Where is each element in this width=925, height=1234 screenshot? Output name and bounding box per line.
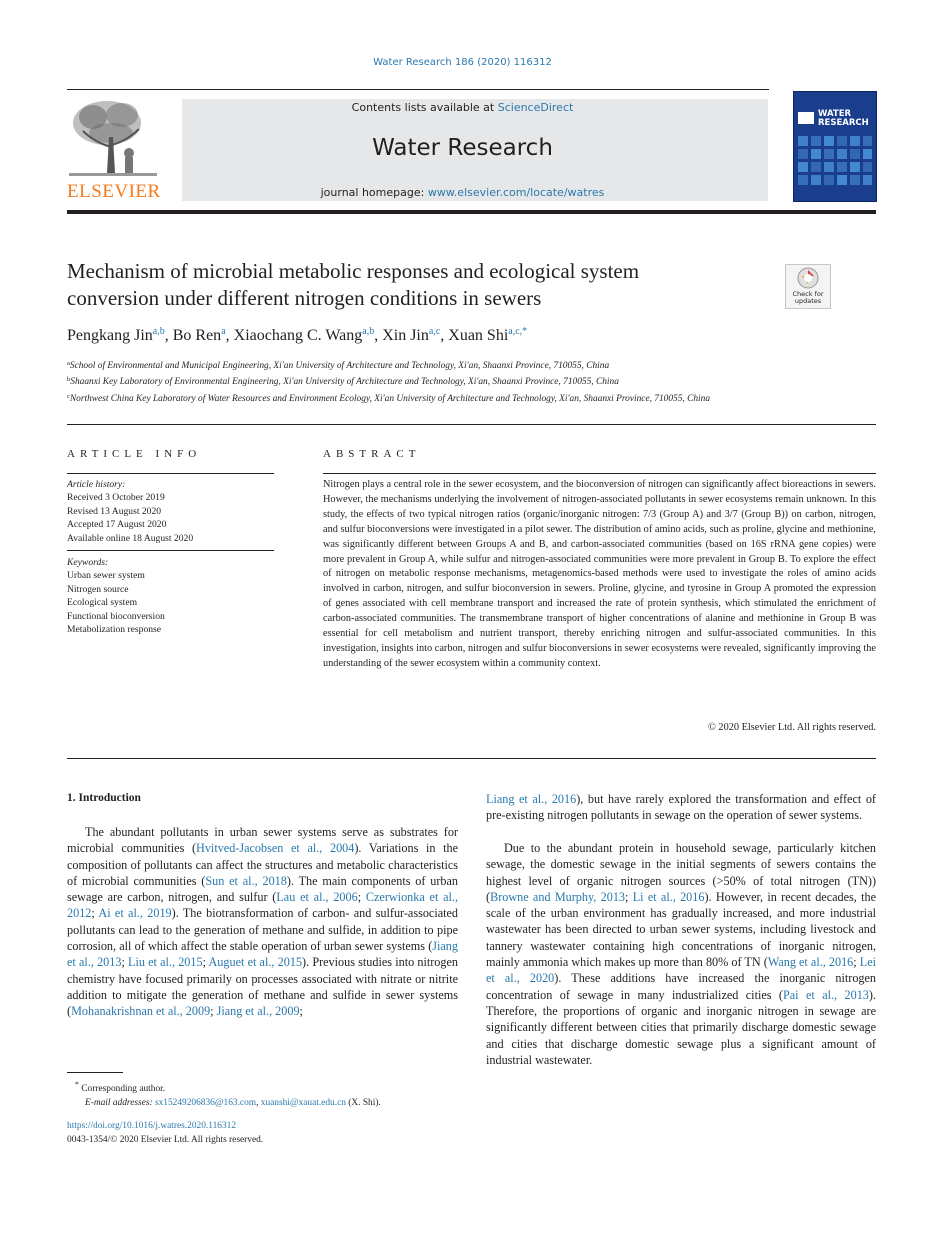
article-title-line-1: Mechanism of microbial metabolic responses and ecological system xyxy=(67,259,640,283)
email-link-1[interactable]: sx15249206836@163.com xyxy=(154,1098,257,1109)
publisher-wordmark: ELSEVIER xyxy=(67,181,161,202)
paragraph-text: ; xyxy=(357,890,366,905)
author-list: Pengkang Jin$^{a,b}$, Bo Ren$^a$, Xiaochang C. Wang$^{a,b}$, Xin Jin$^{a,c}$, Xuan Shi$^{a,c,*}$ xyxy=(67,326,528,344)
intro-paragraph-1 xyxy=(67,824,458,1020)
cover-title-2: RESEARCH xyxy=(818,118,869,128)
citation-link[interactable]: Pai et al., 2013 xyxy=(782,987,869,1002)
author-affiliation-mark[interactable]: a,c,* xyxy=(508,326,528,337)
homepage-link[interactable]: www.elsevier.com/locate/watres xyxy=(427,186,605,199)
affiliation-label: a xyxy=(67,360,70,367)
contents-availability xyxy=(0,101,925,114)
citation-link[interactable]: Sun et al., 2018 xyxy=(205,873,287,888)
citation-link[interactable]: Czerwionka et al., 2012 xyxy=(67,890,458,921)
paragraph-text: The abundant pollutants in urban sewer systems serve as substrates for microbial communities ( xyxy=(67,825,458,856)
paragraph-text: ; xyxy=(210,1004,217,1019)
citation-link[interactable]: Hvitved-Jacobsen et al., 2004 xyxy=(196,841,355,856)
journal-reference-link[interactable]: Water Research 186 (2020) 116312 xyxy=(373,57,552,68)
crossmark-icon xyxy=(797,267,819,291)
author-affiliation-mark[interactable]: a,c xyxy=(428,326,441,337)
corresponding-mark: * xyxy=(75,1080,79,1089)
citation-link[interactable]: Lau et al., 2006 xyxy=(276,890,358,905)
citation-link[interactable]: Auguet et al., 2015 xyxy=(208,955,303,970)
keyword-item: Functional bioconversion xyxy=(67,610,165,622)
crossmark-text-2: updates xyxy=(794,297,822,305)
keyword-item: Metabolization response xyxy=(67,624,162,636)
header-rule xyxy=(67,89,769,90)
citation-link[interactable]: Li et al., 2016 xyxy=(632,889,705,904)
affiliation-label: b xyxy=(67,376,71,384)
paragraph-text: ). Variations in the composition of pollutants can affect the structures and metabolic characteristics of microbial communities ( xyxy=(67,841,458,888)
keywords-rule xyxy=(67,550,274,551)
article-info-heading: ARTICLE INFO xyxy=(67,448,202,460)
abstract-heading: ABSTRACT xyxy=(323,448,421,460)
citation-link[interactable]: Mohanakrishnan et al., 2009 xyxy=(71,1004,211,1019)
affiliation-text: Northwest China Key Laboratory of Water Resources and Environment Ecology, Xi'an University of Architecture and Technology, Xi'an, Shaanxi Province, 710055, China xyxy=(69,393,711,404)
paragraph-text: Due to the abundant protein in household sewage, particularly kitchen sewage, the domestic sewage in the initial segments of sewers contains the highest level of organic nitrogen sources (>50% of total nitrogen (TN)) ( xyxy=(486,841,876,904)
paragraph-text: ). These additions have increased the inorganic nitrogen concentration of sewage in many industrialized cities ( xyxy=(486,971,877,1002)
author-affiliation-mark[interactable]: a,b xyxy=(362,326,375,337)
citation-link[interactable]: Browne and Murphy, 2013 xyxy=(490,889,626,904)
cover-pattern-icon xyxy=(798,136,872,196)
citation-link[interactable]: Jiang et al., 2009 xyxy=(216,1004,300,1019)
paragraph-text: ). The main components of urban sewage are carbon, nitrogen, and sulfur ( xyxy=(67,873,459,905)
keywords xyxy=(67,556,165,636)
online-date: Available online 18 August 2020 xyxy=(67,532,194,544)
article-title xyxy=(67,258,767,312)
accepted-date: Accepted 17 August 2020 xyxy=(67,519,167,531)
title-block-rule xyxy=(67,424,876,425)
paragraph-text: ), but have rarely explored the transformation and effect of pre-existing nitrogen pollutants in sewage on the operation of sewer systems. xyxy=(486,792,876,823)
footnote-rule xyxy=(67,1072,123,1073)
affiliation-text: School of Environmental and Municipal Engineering, Xi'an University of Architecture and Technology, Xi'an, Shaanxi Province, 710055, China xyxy=(69,361,610,371)
keyword-item: Urban sewer system xyxy=(67,570,145,582)
cover-title-1: WATER xyxy=(818,109,852,119)
journal-cover-thumbnail[interactable] xyxy=(793,91,877,202)
citation-link[interactable]: Wang et al., 2016 xyxy=(767,955,854,970)
citation-link[interactable]: Liu et al., 2015 xyxy=(128,955,203,970)
abstract-text: Nitrogen plays a central role in the sewer ecosystem, and the bioconversion of nitrogen can significantly affect bioreactions in sewers. However, the mechanisms underlying the involvement of nitrogen-associated pollutants in sewer ecosystems remain unknown. In this study, the effects of two typical nitrogen ratios (organic/inorganic nitrogen: 7/3 (Group A) and 3/7 (Group B)) on carbon, nitrogen, and sulfur bioconversions were investigated in a pilot sewer. The distribution of amino acids, such as proline, glycine and methionine, was significantly different between Groups A and B, and carbon-associated communities (based on 16S rRNA gene copies) were more prevalent in Group A, while sulfur and nitrogen-associated communities were more prevalent in Group B. To explore the effect of nitrogen on metabolic response mechanisms, metagenomics-based methods were used to investigate the roles of amino acids involved in carbon, nitrogen, and sulfur bioconversion in sewers. Proline, glycine, and tyrosine in Group A promoted the expression of genes associated with cell membrane transport and increased the rate of protein synthesis, which stimulated the enrichment of carbon-associated communities. The transmembrane transport of higher concentrations of alanine and methionine in Group B was essential for cell metabolism and nutrient transport, thereby enriching nitrogen and sulfur-associated communities. In this investigation, insights into carbon, nitrogen and sulfur bioconversions in sewer ecosystems were revealed, significantly improving the understanding of the sewer ecosystem within a community context. xyxy=(323,479,876,669)
article-title-line-2: conversion under different nitrogen conditions in sewers xyxy=(67,286,542,310)
contents-prefix: Contents lists available at xyxy=(351,101,498,114)
homepage-prefix: journal homepage: xyxy=(320,186,428,199)
doi-link[interactable]: https://doi.org/10.1016/j.watres.2020.116312 xyxy=(67,1121,237,1131)
journal-homepage xyxy=(0,186,925,199)
affiliation-item xyxy=(67,390,767,406)
author-name[interactable]: Xiaochang C. Wang xyxy=(233,327,363,344)
revised-date: Revised 13 August 2020 xyxy=(67,505,162,517)
email-addresses xyxy=(67,1096,381,1110)
paragraph-text: ; xyxy=(121,955,129,970)
journal-title: Water Research xyxy=(372,135,553,161)
email-separator: , xyxy=(256,1098,261,1109)
paragraph-text: ). The biotransformation of carbon- and sulfur-associated pollutants can lead to the generation of methane and sulfide, in addition to pipe corrosion, all of which affect the stable operation of urban sewer systems ( xyxy=(67,906,459,954)
abstract-rule xyxy=(323,473,876,474)
paragraph-text: ; xyxy=(202,955,209,970)
paragraph-text: ; xyxy=(299,1004,303,1019)
cover-badge xyxy=(798,112,814,124)
affiliation-text: Shaanxi Key Laboratory of Environmental Engineering, Xi'an University of Architecture and Technology, Xi'an, Shaanxi Province, 710055, China xyxy=(70,377,619,388)
author-affiliation-mark[interactable]: a,b xyxy=(152,326,165,337)
paragraph-text: ). Previous studies into nitrogen chemistry have focused primarily on processes associated with nitrate or nitrite addition to mitigate the generation of methane and sulfide in sewer systems ( xyxy=(67,955,458,1019)
author-name[interactable]: Pengkang Jin xyxy=(67,327,153,344)
author-affiliation-mark[interactable]: a xyxy=(221,326,226,337)
article-info-rule xyxy=(67,473,274,474)
affiliations xyxy=(67,357,767,406)
affiliation-item xyxy=(67,357,767,373)
keyword-item: Ecological system xyxy=(67,597,138,609)
paragraph-text: ; xyxy=(625,889,633,904)
article-history xyxy=(67,478,193,545)
sciencedirect-link[interactable]: ScienceDirect xyxy=(497,101,574,114)
citation-link[interactable]: Ai et al., 2019 xyxy=(98,906,172,921)
paragraph-text: ; xyxy=(91,906,99,921)
author-name[interactable]: Xin Jin xyxy=(382,327,429,344)
paragraph-text: ). Therefore, the proportions of organic and inorganic nitrogen in sewage are significantly different between cities that primarily discharge domestic sewage and cities that discharge domestic sewage plus a significant amount of industrial wastewater. xyxy=(486,987,876,1067)
keywords-label: Keywords: xyxy=(67,557,109,568)
author-name[interactable]: Bo Ren xyxy=(172,327,222,344)
introduction-heading: 1. Introduction xyxy=(67,792,141,804)
citation-link[interactable]: Jiang et al., 2013 xyxy=(67,939,458,970)
intro-paragraph-1-continued xyxy=(486,791,876,824)
paragraph-text: ). However, in recent decades, the scale of the urban environment has gradually increased, and more industrial wastewater has been directed to urban sewer systems, including livestock and tannery wastewater containing high concentrations of inorganic nitrogen, mainly ammonia which makes up more than 80% of TN ( xyxy=(486,889,876,970)
footnotes xyxy=(67,1078,381,1110)
history-label: Article history: xyxy=(67,479,126,490)
received-date: Received 3 October 2019 xyxy=(67,492,165,504)
email-link-2[interactable]: xuanshi@xauat.edu.cn xyxy=(260,1098,346,1109)
citation-link[interactable]: Lei et al., 2020 xyxy=(486,955,876,986)
corresponding-author-note xyxy=(67,1078,381,1096)
affiliation-item xyxy=(67,373,767,389)
crossmark-text-1: Check for xyxy=(792,290,824,298)
email-suffix: (X. Shi). xyxy=(345,1098,381,1109)
check-for-updates-button[interactable] xyxy=(785,264,831,309)
doi-block xyxy=(67,1119,263,1147)
header-thick-rule xyxy=(67,210,876,214)
affiliation-label: c xyxy=(67,392,70,400)
keyword-item: Nitrogen source xyxy=(67,583,129,595)
issn-copyright: 0043-1354/© 2020 Elsevier Ltd. All rights reserved. xyxy=(67,1135,264,1145)
paragraph-text: ; xyxy=(853,955,860,970)
corresponding-text: Corresponding author. xyxy=(81,1084,166,1095)
intro-paragraph-2 xyxy=(486,840,876,1068)
author-name[interactable]: Xuan Shi xyxy=(448,327,509,344)
email-label: E-mail addresses: xyxy=(85,1098,153,1109)
citation-link[interactable]: Liang et al., 2016 xyxy=(486,792,577,806)
abstract-end-rule xyxy=(67,758,876,759)
copyright-notice: © 2020 Elsevier Ltd. All rights reserved. xyxy=(708,722,876,733)
